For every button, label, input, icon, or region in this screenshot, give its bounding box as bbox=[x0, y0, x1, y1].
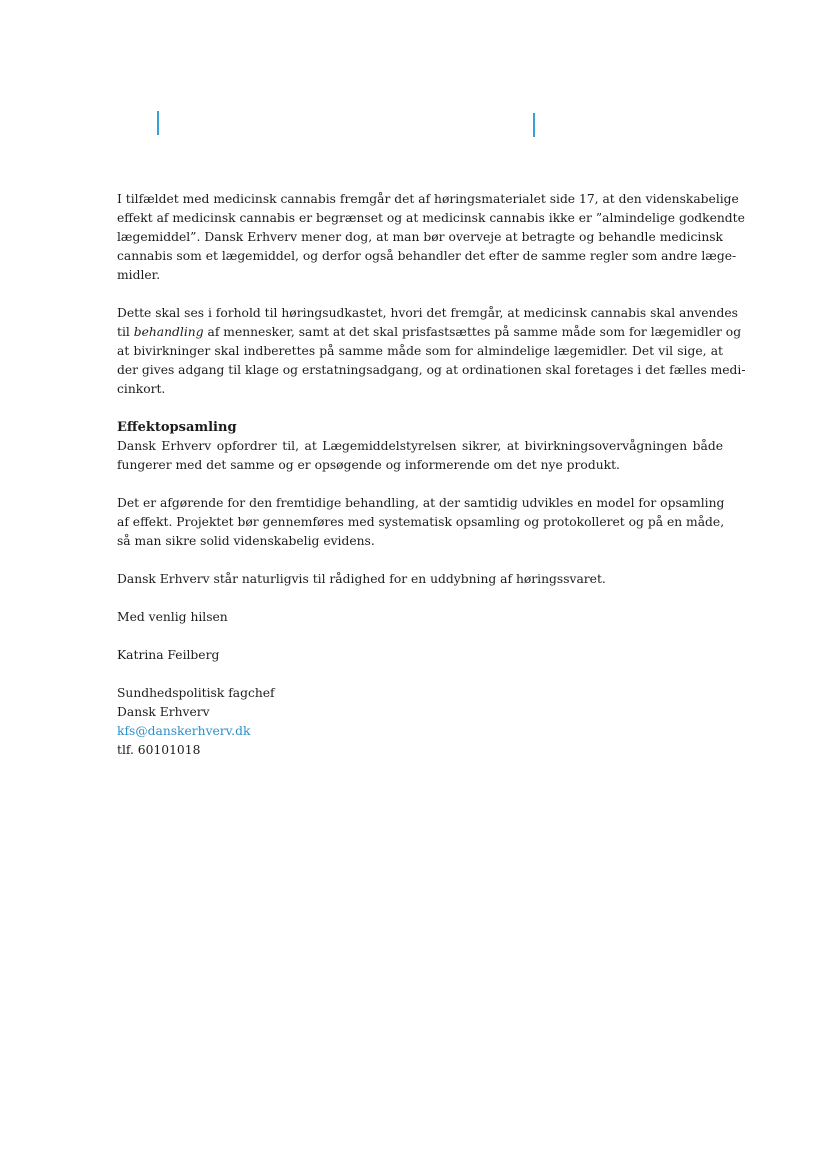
closing-greeting bbox=[117, 608, 723, 627]
letter-body bbox=[117, 190, 746, 779]
paragraph-availability bbox=[117, 570, 723, 589]
text-line: der gives adgang til klage og erstatningsadgang, og at ordinationen skal foretages i det fælles medi- bbox=[117, 363, 746, 377]
signature-details bbox=[117, 684, 723, 760]
paragraph-effect-model bbox=[117, 494, 723, 551]
text-line: så man sikre solid videnskabelig evidens. bbox=[117, 534, 375, 548]
emphasis-behandling: behandling bbox=[133, 325, 204, 339]
text-fragment: til bbox=[117, 325, 134, 339]
text-line: fungerer med det samme og er opsøgende og informerende om det nye produkt. bbox=[117, 458, 620, 472]
signature-name bbox=[117, 646, 723, 665]
signer-name: Katrina Feilberg bbox=[117, 648, 220, 662]
margin-marker-right bbox=[533, 113, 535, 137]
greeting-text: Med venlig hilsen bbox=[117, 610, 228, 624]
phone-number: tlf. 60101018 bbox=[117, 743, 201, 757]
text-line: midler. bbox=[117, 268, 161, 282]
text-line: Dansk Erhverv opfordrer til, at Lægemiddelstyrelsen sikrer, at bivirkningsovervågningen både bbox=[117, 439, 723, 453]
text-line: at bivirkninger skal indberettes på samme måde som for almindelige lægemidler. Det vil sige, at bbox=[117, 344, 723, 358]
email-link[interactable]: kfs@danskerhverv.dk bbox=[117, 724, 251, 738]
text-line: af effekt. Projektet bør gennemføres med systematisk opsamling og protokolleret og på en måde, bbox=[117, 515, 725, 529]
text-line: cannabis som et lægemiddel, og derfor også behandler det efter de samme regler som andre læge- bbox=[117, 249, 737, 263]
text-fragment: af mennesker, samt at det skal prisfastsættes på samme måde som for lægemidler og bbox=[203, 325, 742, 339]
margin-marker-left bbox=[157, 111, 159, 135]
text-line: Dette skal ses i forhold til høringsudkastet, hvori det fremgår, at medicinsk cannabis skal anvendes bbox=[117, 306, 738, 320]
signer-title: Sundhedspolitisk fagchef bbox=[117, 686, 275, 700]
text-line: Dansk Erhverv står naturligvis til rådighed for en uddybning af høringssvaret. bbox=[117, 572, 606, 586]
text-line: Det er afgørende for den fremtidige behandling, at der samtidig udvikles en model for opsamling bbox=[117, 496, 725, 510]
signer-organization: Dansk Erhverv bbox=[117, 705, 210, 719]
section-effektopsamling bbox=[117, 418, 723, 475]
text-line: effekt af medicinsk cannabis er begrænset og at medicinsk cannabis ikke er ”almindelige godkendte bbox=[117, 211, 745, 225]
paragraph-hearing-draft bbox=[117, 304, 746, 399]
paragraph-cannabis-effect bbox=[117, 190, 745, 285]
section-heading: Effektopsamling bbox=[117, 420, 237, 435]
text-line-with-emphasis bbox=[117, 323, 742, 342]
text-line: cinkort. bbox=[117, 382, 166, 396]
text-line: lægemiddel”. Dansk Erhverv mener dog, at man bør overveje at betragte og behandle medicinsk bbox=[117, 230, 723, 244]
text-line: I tilfældet med medicinsk cannabis fremgår det af høringsmaterialet side 17, at den videnskabelige bbox=[117, 192, 739, 206]
